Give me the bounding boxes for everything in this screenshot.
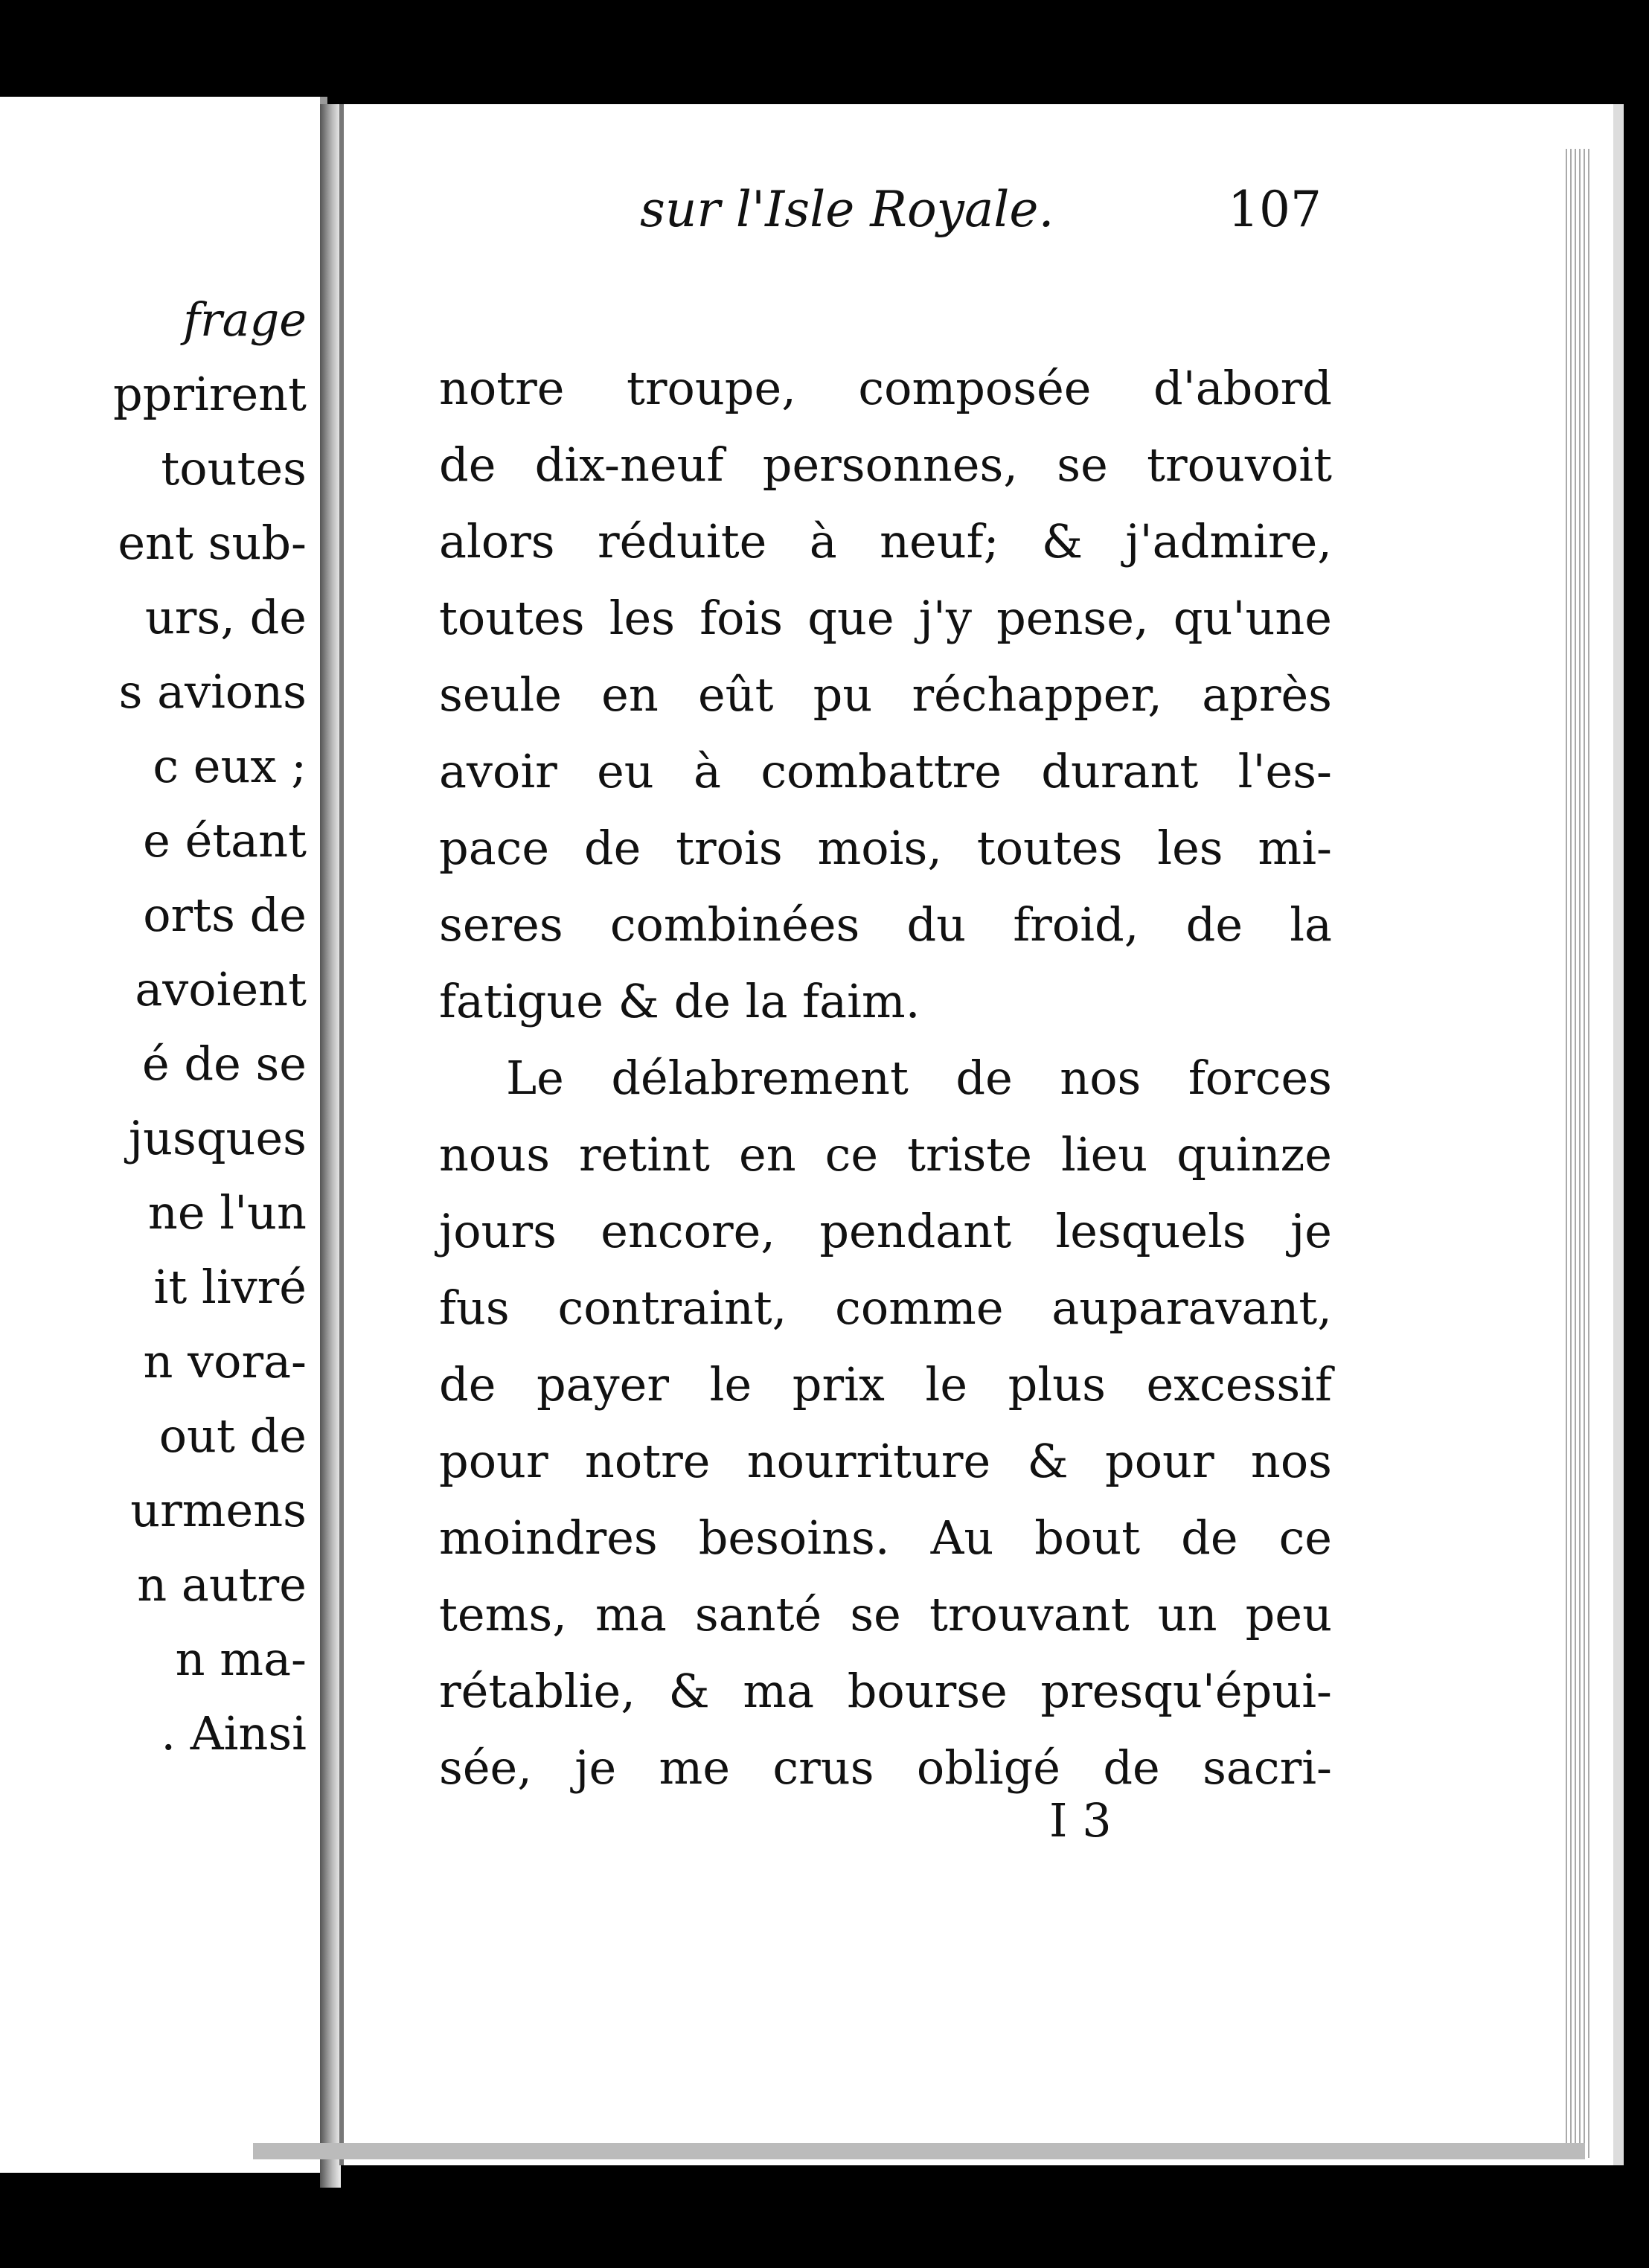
text-line: jours encore, pendant lesquels je <box>439 1204 1332 1258</box>
text-line: seres combinées du froid, de la <box>439 897 1332 952</box>
text-line: pour notre nourriture & pour nos <box>439 1434 1332 1488</box>
text-line: seule en eût pu réchapper, après <box>439 667 1332 722</box>
text-line: avoir eu à combattre durant l'es- <box>439 744 1332 798</box>
left-line: é de se <box>142 1037 307 1091</box>
text-line: de payer le prix le plus excessif <box>439 1357 1332 1412</box>
left-line: urmens <box>130 1483 307 1537</box>
left-line: . Ainsi <box>161 1706 307 1761</box>
page-bottom-edge <box>253 2143 1585 2159</box>
page-number: 107 <box>1228 181 1322 238</box>
text-line: sée, je me crus obligé de sacri- <box>439 1740 1332 1795</box>
left-running-head: frage <box>183 292 307 347</box>
text-line: fus contraint, comme auparavant, <box>439 1281 1332 1335</box>
left-line: s avions <box>118 664 307 719</box>
left-line: ne l'un <box>147 1185 307 1240</box>
left-line: c eux ; <box>153 739 307 793</box>
left-line: orts de <box>143 888 307 942</box>
left-line: toutes <box>161 441 307 496</box>
text-line: fatigue & de la faim. <box>439 974 920 1028</box>
left-line: n autre <box>137 1557 307 1612</box>
text-line: moindres besoins. Au bout de ce <box>439 1511 1332 1565</box>
signature-mark: I 3 <box>1049 1793 1112 1848</box>
running-head: sur l'Isle Royale. <box>640 181 1054 238</box>
paragraph <box>439 350 1332 1040</box>
page-edge <box>1563 149 1592 2158</box>
left-line: pprirent <box>112 367 307 421</box>
left-page <box>0 97 327 2173</box>
left-page-text <box>0 283 320 1771</box>
text-line: notre troupe, composée d'abord <box>439 361 1332 415</box>
left-line: avoient <box>135 962 307 1016</box>
left-line: e étant <box>143 813 307 868</box>
text-line: Le délabrement de nos forces <box>506 1051 1332 1105</box>
text-line: toutes les fois que j'y pense, qu'une <box>439 591 1332 645</box>
left-line: out de <box>159 1409 307 1463</box>
left-line: jusques <box>128 1111 307 1165</box>
left-line: ent sub- <box>118 516 307 570</box>
text-line: pace de trois mois, toutes les mi- <box>439 821 1332 875</box>
page-body <box>439 350 1332 1806</box>
paragraph <box>439 1040 1332 1806</box>
text-line: de dix-neuf personnes, se trouvoit <box>439 438 1332 492</box>
book-gutter <box>320 104 341 2188</box>
left-line: urs, de <box>144 590 307 644</box>
left-line: n ma- <box>175 1632 307 1686</box>
text-line: tems, ma santé se trouvant un peu <box>439 1587 1332 1641</box>
left-line: it livré <box>153 1260 307 1314</box>
text-line: nous retint en ce triste lieu quinze <box>439 1127 1332 1182</box>
text-line: alors réduite à neuf; & j'admire, <box>439 514 1332 568</box>
text-line: rétablie, & ma bourse presqu'épui- <box>439 1664 1332 1718</box>
left-line: n vora- <box>143 1334 307 1388</box>
